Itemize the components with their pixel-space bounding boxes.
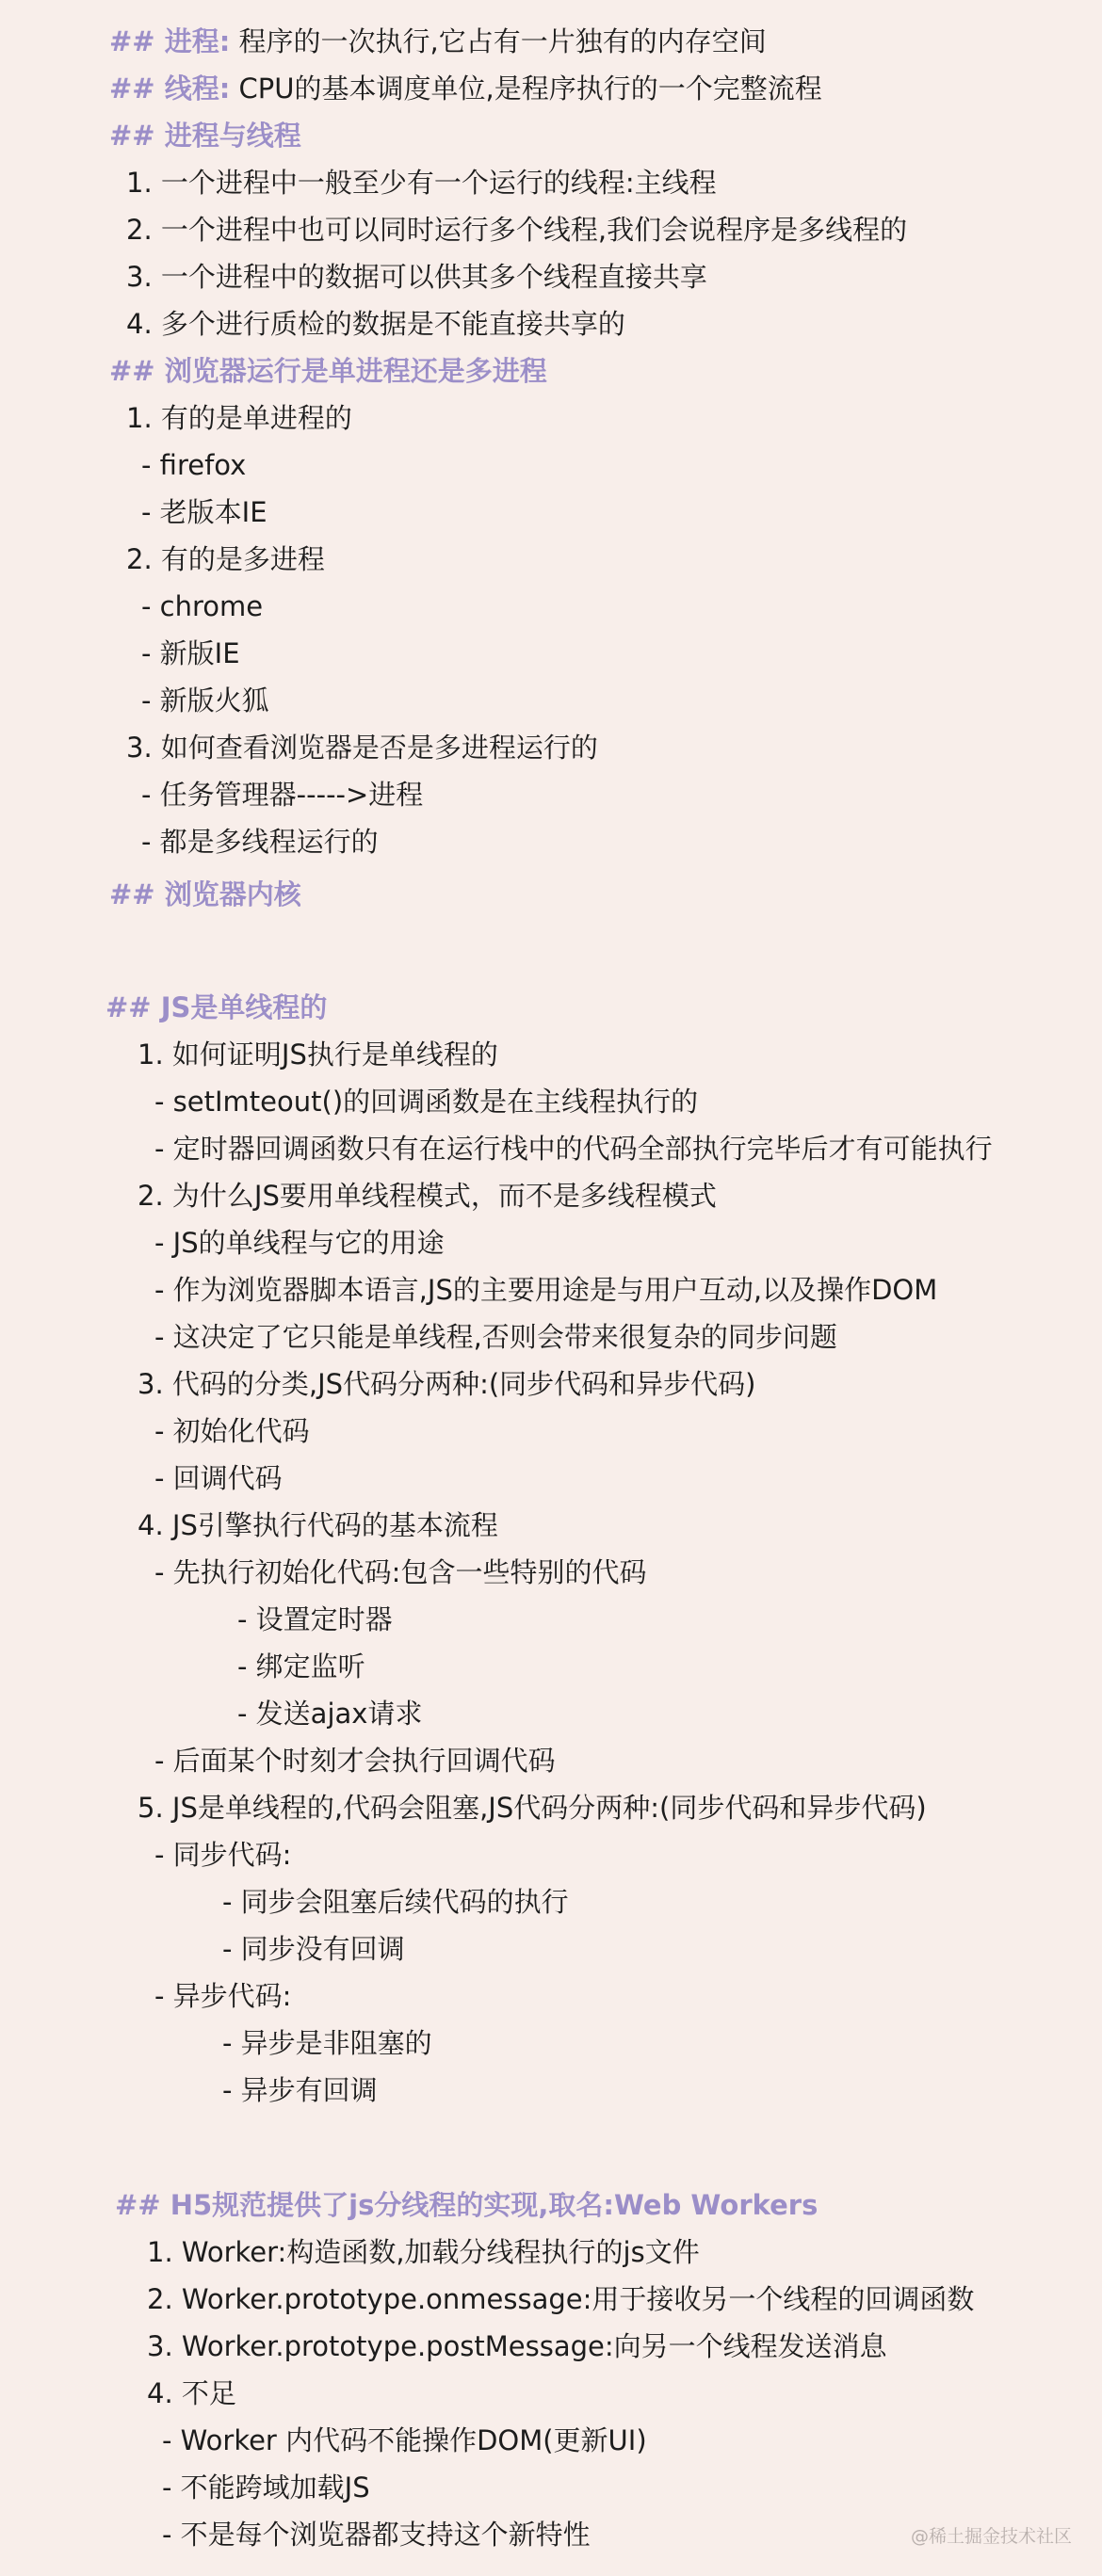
list-item: 3. 代码的分类,JS代码分两种:(同步代码和异步代码): [138, 1368, 756, 1400]
list-item: - 不能跨域加载JS: [162, 2471, 370, 2504]
list-item: - 新版火狐: [141, 684, 269, 716]
list-item: 2. 有的是多进程: [126, 543, 325, 575]
list-item: 2. 为什么JS要用单线程模式，而不是多线程模式: [138, 1180, 717, 1212]
list-item: - 设置定时器: [237, 1603, 393, 1635]
list-item: - 回调代码: [154, 1462, 283, 1494]
thread-def-hash: ##: [109, 72, 165, 105]
list-item: - 发送ajax请求: [237, 1698, 423, 1730]
heading-js-single-thread: ## JS是单线程的: [105, 991, 328, 1023]
list-item: - 异步代码:: [154, 1980, 292, 2012]
process-def-text: 程序的一次执行,它占有一片独有的内存空间: [230, 25, 767, 57]
list-item: 1. 有的是单进程的: [126, 402, 352, 434]
list-item: 3. 如何查看浏览器是否是多进程运行的: [126, 732, 598, 764]
list-item: 1. 如何证明JS执行是单线程的: [138, 1038, 498, 1071]
list-item: 3. 一个进程中的数据可以供其多个线程直接共享: [126, 261, 707, 293]
list-item: - chrome: [141, 590, 264, 622]
heading-browser-kernel: ## 浏览器内核: [109, 878, 301, 910]
process-def-keyword: 进程:: [164, 25, 231, 57]
heading-process-and-thread: ## 进程与线程: [109, 120, 301, 152]
list-item: - setImteout()的回调函数是在主线程执行的: [154, 1086, 699, 1118]
list-item: - 异步有回调: [222, 2074, 378, 2106]
thread-def-text: CPU的基本调度单位,是程序执行的一个完整流程: [230, 72, 822, 105]
list-item: - 都是多线程运行的: [141, 826, 379, 858]
process-definition: [109, 23, 767, 60]
list-item: - 作为浏览器脚本语言,JS的主要用途是与用户互动,以及操作DOM: [154, 1274, 938, 1306]
list-item: - 定时器回调函数只有在运行栈中的代码全部执行完毕后才有可能执行: [154, 1133, 993, 1165]
list-item: - 老版本IE: [141, 496, 267, 528]
list-item: 4. 多个进行质检的数据是不能直接共享的: [126, 308, 625, 340]
watermark: @稀土掘金技术社区: [910, 2526, 1072, 2547]
list-item: - JS的单线程与它的用途: [154, 1227, 445, 1259]
list-item: - 新版IE: [141, 637, 240, 669]
list-item: 2. Worker.prototype.onmessage:用于接收另一个线程的回调函数: [147, 2283, 975, 2315]
list-item: 3. Worker.prototype.postMessage:向另一个线程发送消息: [147, 2330, 887, 2362]
list-item: - 同步会阻塞后续代码的执行: [222, 1886, 569, 1918]
list-item: - 不是每个浏览器都支持这个新特性: [162, 2519, 591, 2551]
heading-browser-process: ## 浏览器运行是单进程还是多进程: [109, 355, 547, 387]
thread-def-keyword: 线程:: [164, 72, 231, 105]
list-item: 5. JS是单线程的,代码会阻塞,JS代码分两种:(同步代码和异步代码): [138, 1792, 927, 1824]
list-item: - 后面某个时刻才会执行回调代码: [154, 1745, 556, 1777]
list-item: - 这决定了它只能是单线程,否则会带来很复杂的同步问题: [154, 1321, 837, 1353]
list-item: - 先执行初始化代码:包含一些特别的代码: [154, 1556, 647, 1588]
thread-definition: [109, 70, 822, 107]
list-item: 1. Worker:构造函数,加载分线程执行的js文件: [147, 2236, 700, 2268]
list-item: 4. JS引擎执行代码的基本流程: [138, 1509, 498, 1541]
list-item: 2. 一个进程中也可以同时运行多个线程,我们会说程序是多线程的: [126, 214, 908, 246]
list-item: - firefox: [141, 449, 247, 481]
list-item: - 任务管理器----->进程: [141, 779, 424, 811]
list-item: - 初始化代码: [154, 1415, 310, 1447]
heading-web-workers: ## H5规范提供了js分线程的实现,取名:Web Workers: [115, 2189, 818, 2221]
list-item: - 异步是非阻塞的: [222, 2027, 432, 2059]
list-item: 1. 一个进程中一般至少有一个运行的线程:主线程: [126, 167, 717, 199]
list-item: - Worker 内代码不能操作DOM(更新UI): [162, 2424, 647, 2456]
list-item: - 绑定监听: [237, 1650, 365, 1682]
list-item: - 同步没有回调: [222, 1933, 405, 1965]
process-def-hash: ##: [109, 25, 165, 57]
list-item: - 同步代码:: [154, 1839, 292, 1871]
list-item: 4. 不足: [147, 2377, 236, 2409]
